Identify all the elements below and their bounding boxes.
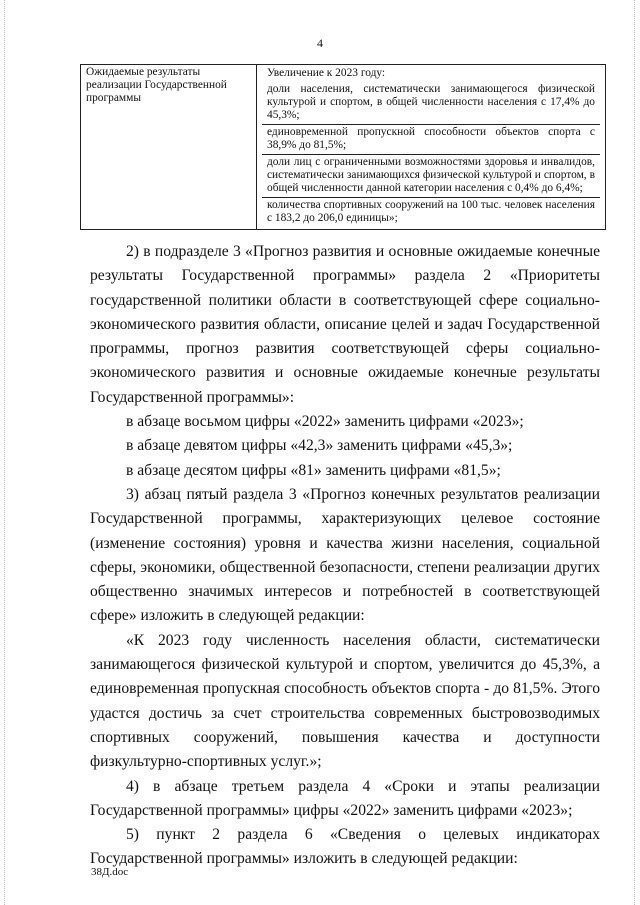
paragraph-subitem-8: в абзаце восьмом цифры «2022» заменить цифрами «2023»; xyxy=(126,413,524,431)
table-line-header: Увеличение к 2023 году: xyxy=(267,67,386,79)
paragraph-item-2: 2) в подразделе 3 «Прогноз развития и основные ожидаемые конечные результаты Государственной программы» раздела 2 «Приоритеты государственной политики области в соответствующей сфере социально-экономического развития области, описание целей и задач Государственной программы, прогноз развития соответствующей сферы социально-экономического развития и основные ожидаемые конечные результаты Государственной программы»: xyxy=(90,243,600,406)
page-number: 4 xyxy=(317,36,323,50)
table-line-population-share: доли населения, систематически занимающегося физической культурой и спортом, в общей численности населения с 17,4% до 45,3%; xyxy=(267,83,595,121)
table-line-facilities-count: количества спортивных сооружений на 100 тыс. человек населения с 183,2 до 206,0 единицы»; xyxy=(262,197,600,227)
table-content-cell xyxy=(257,65,606,230)
paragraph-subitem-10: в абзаце десятом цифры «81» заменить цифрами «81,5»; xyxy=(126,461,501,479)
paragraph-item-3: 3) абзац пятый раздела 3 «Прогноз конечных результатов реализации Государственной программы, характеризующих целевое состояние (изменение состояния) уровня и качества жизни населения, социальной сферы, экономики, общественной безопасности, степени реализации других общественно значимых интересов и потребностей в соответствующей сфере» изложить в следующей редакции: xyxy=(90,485,600,625)
table-line-disabled-share: доли лиц с ограниченными возможностями здоровья и инвалидов, систематически занимающихся физической культурой и спортом, в общей численности данной категории населения с 0,4% до 6,4%; xyxy=(262,154,600,197)
paragraph-subitem-9: в абзаце девятом цифры «42,3» заменить цифрами «45,3»; xyxy=(126,437,513,455)
expected-results-table xyxy=(80,64,606,230)
scan-right-edge xyxy=(634,0,636,905)
paragraph-item-5: 5) пункт 2 раздела 6 «Сведения о целевых индикаторах Государственной программы» изложить в следующей редакции: xyxy=(90,826,600,868)
table-line-capacity: единовременной пропускной способности объектов спорта с 38,9% до 81,5%; xyxy=(262,124,600,154)
paragraph-item-4: 4) в абзаце третьем раздела 4 «Сроки и этапы реализации Государственной программы» цифры «2022» заменить цифрами «2023»; xyxy=(90,777,600,819)
paragraph-quote: «К 2023 году численность населения области, систематически занимающегося физической культурой и спортом, увеличится до 45,3%, а единовременная пропускная способность объектов спорта - до 81,5%. Этого удастся достичь за счет строительства современных быстровозводимых спортивных сооружений, повышения качества и доступности физкультурно-спортивных услуг.»; xyxy=(90,631,600,771)
table-label-cell: Ожидаемые результаты реализации Государственной программы xyxy=(81,65,257,230)
scan-left-edge xyxy=(4,0,6,905)
document-body xyxy=(90,240,600,872)
table-row xyxy=(81,65,606,230)
footer-filename: 38Д.doc xyxy=(91,866,129,878)
